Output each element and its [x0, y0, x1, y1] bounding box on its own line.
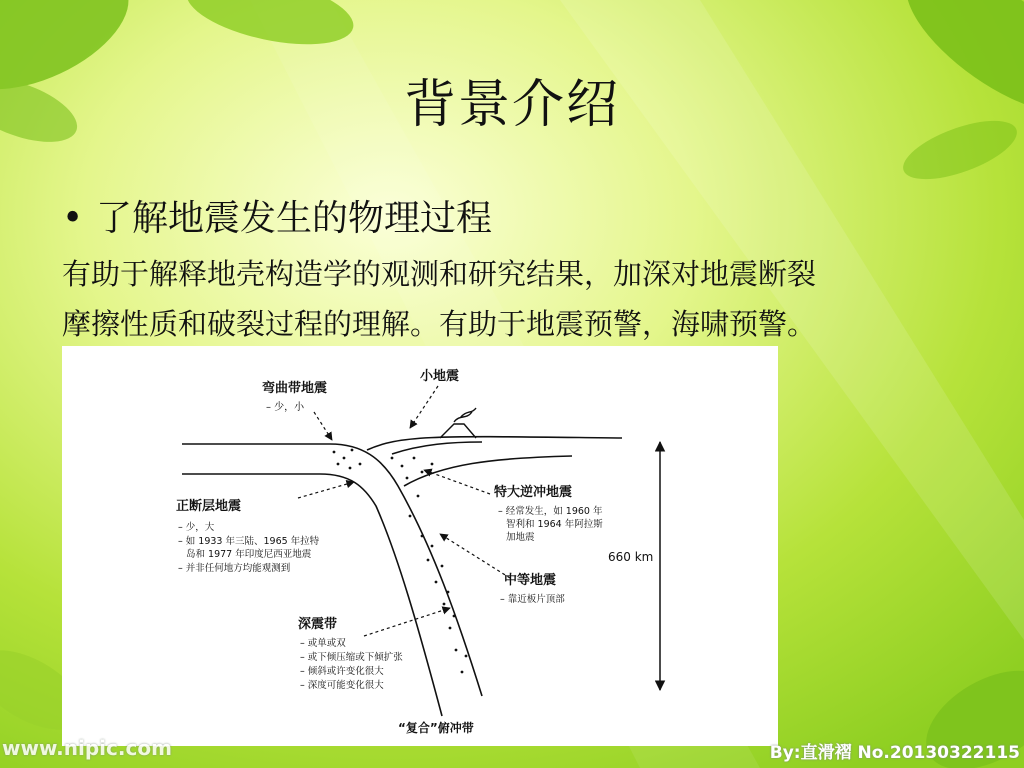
slide-title: 背景介绍: [403, 75, 620, 135]
label-intermediate-quake: [500, 572, 565, 605]
body-text-line-1: 有助于解释地壳构造学的观测和研究结果，加深对地震断裂: [62, 257, 817, 291]
label-bend-zone: [262, 380, 327, 413]
svg-text:– 或单或双: – 或单或双: [300, 638, 346, 649]
svg-text:– 倾斜或许变化很大: – 倾斜或许变化很大: [300, 666, 384, 677]
svg-text:– 深度可能变化很大: – 深度可能变化很大: [300, 680, 384, 691]
svg-text:– 少，大: – 少，大: [178, 522, 215, 533]
bullet-icon: •: [62, 198, 84, 239]
svg-text:特大逆冲地震: 特大逆冲地震: [494, 485, 573, 500]
deep-leader-arrow: [364, 608, 450, 636]
normal-leader-arrow: [298, 482, 354, 498]
label-deep-zone: [298, 616, 403, 691]
bend-leader-arrow: [314, 412, 332, 440]
label-normal-fault: [176, 498, 320, 574]
svg-text:– 少，小: – 少，小: [266, 402, 305, 413]
body-text-line-2: 摩擦性质和破裂过程的理解。有助于地震预警，海啸预警。: [62, 307, 817, 341]
label-small-quake: [420, 368, 459, 384]
svg-text:– 如 1933 年三陆、1965 年拉特: – 如 1933 年三陆、1965 年拉特: [178, 536, 320, 547]
volcano-icon: [440, 408, 476, 438]
svg-text:正断层地震: 正断层地震: [176, 499, 242, 514]
svg-text:– 或下倾压缩或下倾扩张: – 或下倾压缩或下倾扩张: [300, 652, 403, 663]
svg-text:深震带: 深震带: [298, 617, 338, 632]
small-leader-arrow: [410, 386, 438, 428]
label-megathrust: [494, 484, 603, 543]
svg-text:中等地震: 中等地震: [504, 573, 557, 588]
watermark-right: By:直滑褶 No.20130322115: [769, 743, 1020, 763]
svg-text:– 经常发生，如 1960 年: – 经常发生，如 1960 年: [498, 506, 603, 517]
depth-arrow: [608, 442, 660, 690]
svg-text:加地震: 加地震: [506, 532, 535, 543]
seismicity-dots: [333, 449, 468, 674]
bullet-text: 了解地震发生的物理过程: [96, 198, 493, 239]
svg-text:– 靠近板片顶部: – 靠近板片顶部: [500, 594, 565, 605]
svg-text:智利和 1964 年阿拉斯: 智利和 1964 年阿拉斯: [506, 519, 603, 530]
intermediate-leader-arrow: [440, 534, 510, 578]
subduction-zone-figure: [62, 346, 778, 746]
depth-label: 660 km: [608, 550, 654, 564]
svg-text:弯曲带地震: 弯曲带地震: [262, 381, 328, 396]
figure-caption: “复合”俯冲带: [398, 721, 474, 735]
watermark-left: www.nipic.com: [2, 736, 172, 760]
svg-text:– 并非任何地方均能观测到: – 并非任何地方均能观测到: [178, 563, 291, 574]
svg-text:小地震: 小地震: [420, 369, 460, 384]
bullet-item: [62, 190, 492, 241]
svg-text:岛和 1977 年印度尼西亚地震: 岛和 1977 年印度尼西亚地震: [186, 549, 312, 560]
